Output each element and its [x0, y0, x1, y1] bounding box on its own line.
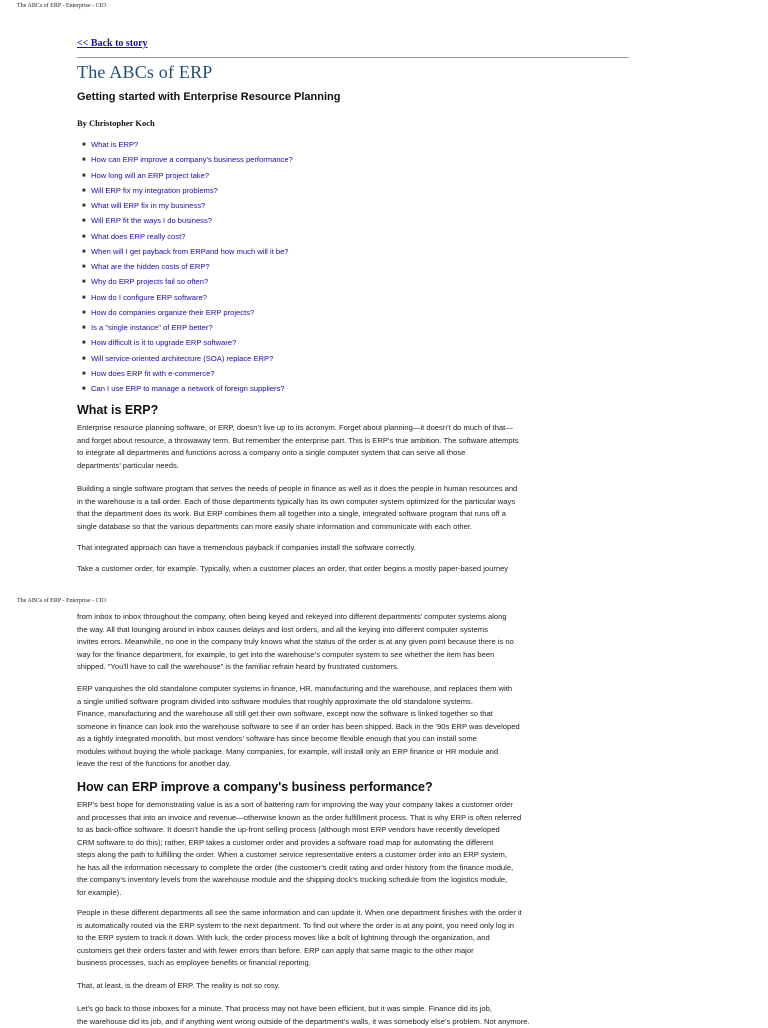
text-line: to integrate all departments and functions across a company onto a single computer system that can serve all those [77, 447, 597, 460]
text-line: customers get their orders faster and with fewer errors than before. ERP can apply that same magic to the other major [77, 945, 597, 958]
bullet-icon: ■ [82, 188, 86, 194]
bullet-icon: ■ [82, 264, 86, 270]
text-line: is automatically routed via the ERP system to the next department. To find out where the order is at any point, you need only log in [77, 920, 597, 933]
section-heading-improve-performance: How can ERP improve a company's business performance? [77, 780, 433, 794]
paragraph [77, 683, 597, 771]
paragraph [77, 563, 597, 576]
paragraph [77, 1003, 597, 1028]
bullet-icon: ■ [82, 295, 86, 301]
text-line: way for the finance department, for example, to get into the warehouse’s computer system to see whether the item has been [77, 649, 597, 662]
toc-link[interactable]: When will I get payback from ERPand how much will it be? [91, 247, 289, 256]
text-line: and forget about resource, a throwaway term. But remember the enterprise part. This is ERP’s true ambition. The software attempts [77, 435, 597, 448]
bullet-icon: ■ [82, 325, 86, 331]
toc-link[interactable]: What does ERP really cost? [91, 232, 185, 241]
text-line: CRM software to do this); rather, ERP takes a customer order and provides a software road map for automating the different [77, 837, 597, 850]
toc-link[interactable]: Is a "single instance" of ERP better? [91, 323, 213, 332]
text-line: ERP’s best hope for demonstrating value is as a sort of battering ram for improving the way your company takes a customer order [77, 799, 597, 812]
text-line: departments’ particular needs. [77, 460, 597, 473]
text-line: shipped. "You'll have to call the warehouse" is the familiar refrain heard by frustrated customers. [77, 661, 597, 674]
toc-item [82, 247, 293, 262]
bullet-icon: ■ [82, 356, 86, 362]
bullet-icon: ■ [82, 371, 86, 377]
page-subtitle: Getting started with Enterprise Resource Planning [77, 91, 340, 103]
bullet-icon: ■ [82, 234, 86, 240]
toc-item [82, 338, 293, 353]
text-line: modules without buying the whole package. Many companies, for example, will install only an ERP finance or HR module and [77, 746, 597, 759]
paragraph [77, 422, 597, 472]
toc-item [82, 354, 293, 369]
text-line: to the ERP system to track it down. With luck, the order process moves like a bolt of lightning through the organization, and [77, 932, 597, 945]
toc-item [82, 140, 293, 155]
text-line: Take a customer order, for example. Typically, when a customer places an order, that order begins a mostly paper-based journey [77, 563, 597, 576]
page-title: The ABCs of ERP [77, 62, 213, 83]
paragraph [77, 980, 597, 993]
toc-item [82, 293, 293, 308]
toc-item [82, 323, 293, 338]
text-line: business processes, such as employee benefits or financial reporting. [77, 957, 597, 970]
bullet-icon: ■ [82, 279, 86, 285]
paragraph [77, 542, 597, 555]
section-heading-what-is-erp: What is ERP? [77, 403, 158, 417]
toc-link[interactable]: Why do ERP projects fail so often? [91, 277, 208, 286]
toc-link[interactable]: How can ERP improve a company's business performance? [91, 155, 293, 164]
text-line: leave the rest of the functions for another day. [77, 758, 597, 771]
toc-link[interactable]: Will service-oriented architecture (SOA) replace ERP? [91, 354, 273, 363]
toc-link[interactable]: How does ERP fit with e-commerce? [91, 369, 215, 378]
text-line: the company’s inventory levels from the warehouse module and the shipping dock’s trucking schedule from the logistics module, [77, 874, 597, 887]
text-line: the warehouse did its job, and if anything went wrong outside of the department’s walls, it was somebody else’s problem. Not anymore. [77, 1016, 597, 1028]
toc-item [82, 262, 293, 277]
toc-link[interactable]: What are the hidden costs of ERP? [91, 262, 210, 271]
toc-link[interactable]: What is ERP? [91, 140, 138, 149]
toc-item [82, 186, 293, 201]
table-of-contents [82, 140, 293, 399]
toc-item [82, 277, 293, 292]
toc-item [82, 201, 293, 216]
bullet-icon: ■ [82, 310, 86, 316]
text-line: That integrated approach can have a tremendous payback if companies install the software correctly. [77, 542, 597, 555]
toc-link[interactable]: How long will an ERP project take? [91, 171, 209, 180]
bullet-icon: ■ [82, 203, 86, 209]
toc-item [82, 308, 293, 323]
paragraph [77, 907, 597, 970]
paragraph [77, 483, 597, 533]
text-line: That, at least, is the dream of ERP. The reality is not so rosy. [77, 980, 597, 993]
text-line: for example). [77, 887, 597, 900]
text-line: steps along the path to fulfilling the order. When a customer service representative enters a customer order into an ERP system, [77, 849, 597, 862]
text-line: Building a single software program that serves the needs of people in finance as well as it does the people in human resources and [77, 483, 597, 496]
paragraph [77, 611, 597, 674]
toc-item [82, 171, 293, 186]
text-line: that the department does its work. But ERP combines them all together into a single, integrated software program that runs off a [77, 508, 597, 521]
text-line: ERP vanquishes the old standalone computer systems in finance, HR, manufacturing and the warehouse, and replaces them with [77, 683, 597, 696]
toc-link[interactable]: Can I use ERP to manage a network of foreign suppliers? [91, 384, 285, 393]
bullet-icon: ■ [82, 173, 86, 179]
bullet-icon: ■ [82, 142, 86, 148]
text-line: as a tightly integrated monolith, but most vendors’ software has since become flexible enough that you can install some [77, 733, 597, 746]
bullet-icon: ■ [82, 340, 86, 346]
text-line: invites errors. Meanwhile, no one in the company truly knows what the status of the order is at any given point because there is no [77, 636, 597, 649]
text-line: someone in finance can look into the warehouse software to see if an order has been shipped. Back in the ’90s ERP was developed [77, 721, 597, 734]
toc-link[interactable]: How do companies organize their ERP projects? [91, 308, 254, 317]
page-header: The ABCs of ERP - Enterprise - CIO [17, 3, 106, 9]
text-line: the way. All that lounging around in inbox causes delays and lost orders, and all the keying into different computer systems [77, 624, 597, 637]
text-line: People in these different departments all see the same information and can update it. When one department finishes with the order it [77, 907, 597, 920]
toc-item [82, 384, 293, 399]
toc-item [82, 216, 293, 231]
toc-link[interactable]: Will ERP fix my integration problems? [91, 186, 218, 195]
toc-link[interactable]: How difficult is it to upgrade ERP software? [91, 338, 236, 347]
back-to-story-link[interactable]: << Back to story [77, 38, 148, 49]
toc-link[interactable]: How do I configure ERP software? [91, 293, 207, 302]
text-line: single database so that the various departments can more easily share information and communicate with each other. [77, 521, 597, 534]
text-line: in the warehouse is a tall order. Each of those departments typically has its own computer system optimized for the particular ways [77, 496, 597, 509]
text-line: Finance, manufacturing and the warehouse all still get their own software, except now the software is linked together so that [77, 708, 597, 721]
toc-item [82, 369, 293, 384]
bullet-icon: ■ [82, 218, 86, 224]
toc-item [82, 155, 293, 170]
bullet-icon: ■ [82, 386, 86, 392]
bullet-icon: ■ [82, 249, 86, 255]
byline: By Christopher Koch [77, 118, 155, 128]
header-divider [77, 57, 629, 58]
text-line: Let’s go back to those inboxes for a minute. That process may not have been efficient, but it was simple. Finance did its job, [77, 1003, 597, 1016]
text-line: to as back-office software. It doesn’t handle the up-front selling process (although most ERP vendors have recently developed [77, 824, 597, 837]
toc-item [82, 232, 293, 247]
paragraph [77, 799, 597, 899]
page-header-repeat: The ABCs of ERP - Enterprise - CIO [17, 598, 106, 604]
bullet-icon: ■ [82, 157, 86, 163]
text-line: Enterprise resource planning software, or ERP, doesn’t live up to its acronym. Forget about planning—it doesn’t do much of that— [77, 422, 597, 435]
toc-link[interactable]: What will ERP fix in my business? [91, 201, 205, 210]
toc-link[interactable]: Will ERP fit the ways I do business? [91, 216, 212, 225]
text-line: a single unified software program divided into software modules that roughly approximate the old standalone systems. [77, 696, 597, 709]
text-line: he has all the information necessary to complete the order (the customer’s credit rating and order history from the finance module, [77, 862, 597, 875]
text-line: and processes that into an invoice and revenue—otherwise known as the order fulfillment process. That is why ERP is often referred [77, 812, 597, 825]
text-line: from inbox to inbox throughout the company, often being keyed and rekeyed into different departments’ computer systems along [77, 611, 597, 624]
